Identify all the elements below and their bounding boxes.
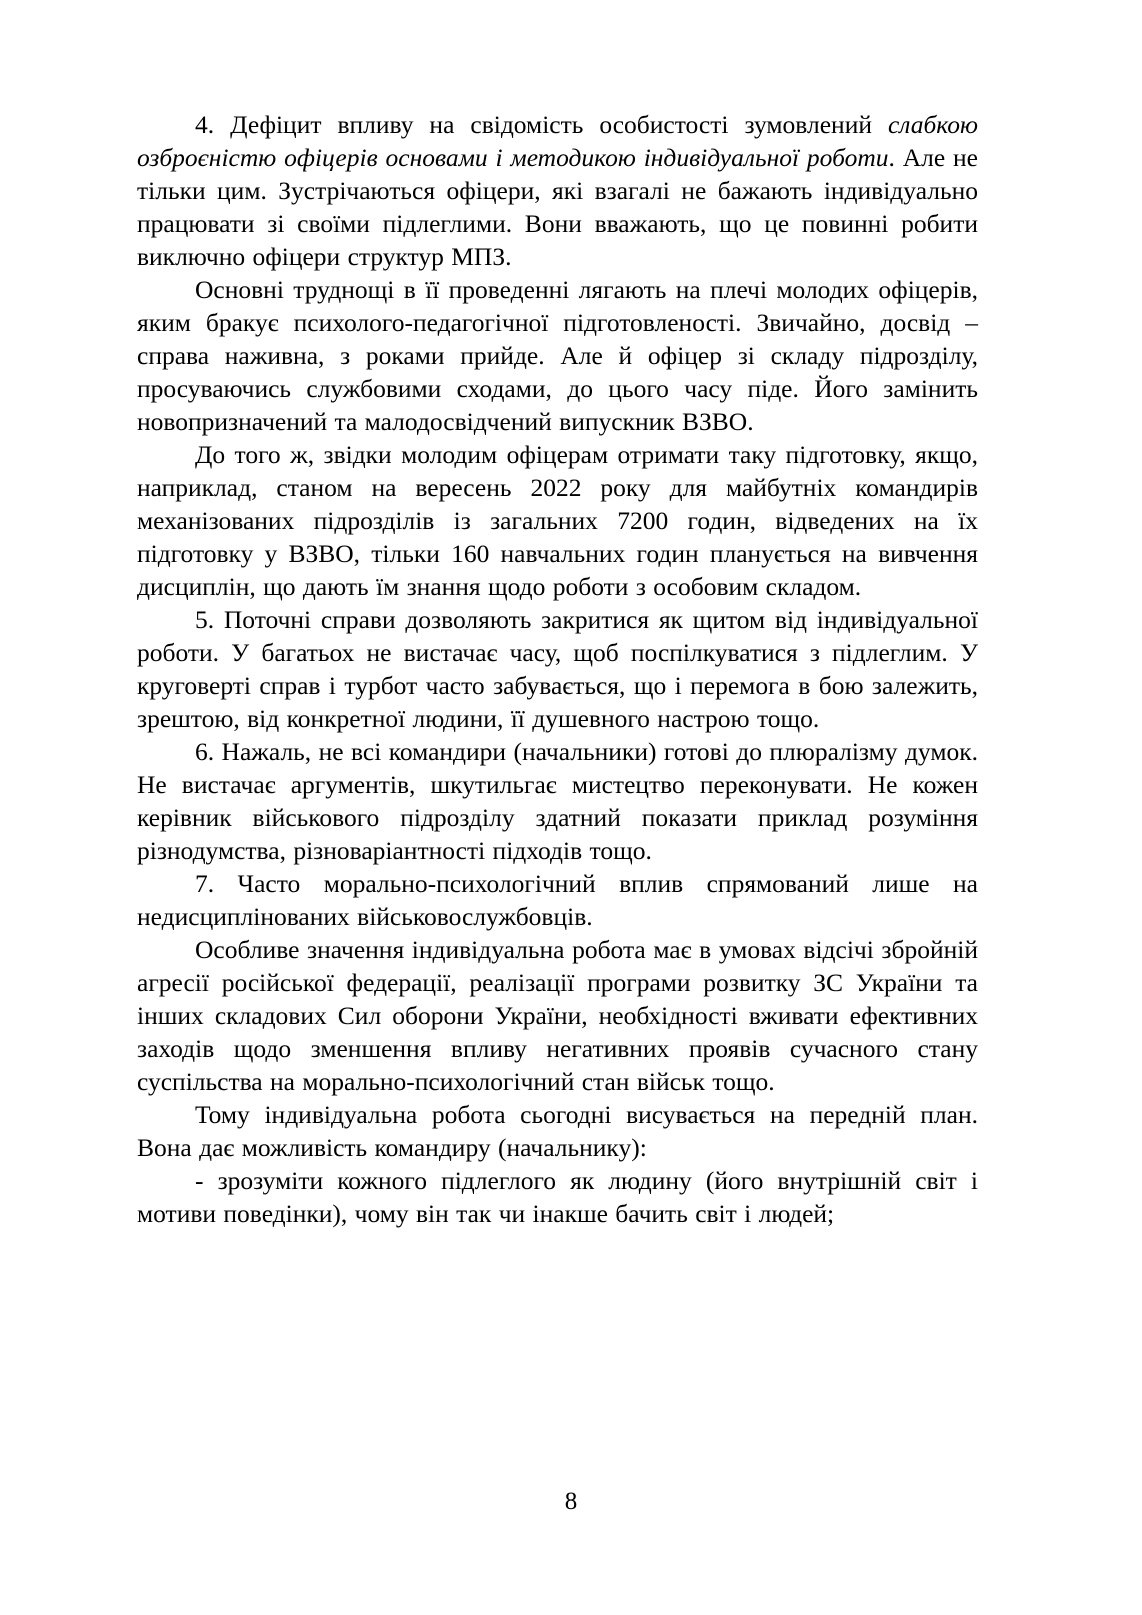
page-number: 8: [564, 1488, 578, 1515]
paragraph: [137, 108, 978, 273]
paragraph: [137, 867, 978, 933]
text-run: . Але не тільки цим. Зустрічаються офіцери, які взагалі не бажають індивідуально працювати зі своїми підлеглими. Вони вважають, що це повинні робити виключно офіцери структур МПЗ.: [137, 143, 978, 271]
text-run: - зрозуміти кожного підлеглого як людину (його внутрішній світ і мотиви поведінки), чому він так чи інакше бачить світ і людей;: [137, 1166, 978, 1228]
text-run: Основні труднощі в її проведенні лягають на плечі молодих офіцерів, яким бракує психолого-педагогічної підготовленості. Звичайно, досвід – справа наживна, з роками прийде. Але й офіцер зі складу підрозділу, просуваючись службовими сходами, до цього часу піде. Його замінить новопризначений та малодосвідчений випускник ВЗВО.: [137, 275, 978, 436]
paragraph: [137, 438, 978, 603]
paragraph: [137, 603, 978, 735]
page-body: [137, 108, 978, 1230]
text-run: Особливе значення індивідуальна робота має в умовах відсічі збройній агресії російської федерації, реалізації програми розвитку ЗС України та інших складових Сил оборони України, необхідності вживати ефективних заходів щодо зменшення впливу негативних проявів сучасного стану суспільства на морально-психологічний стан військ тощо.: [137, 935, 978, 1096]
text-run: Тому індивідуальна робота сьогодні висувається на передній план. Вона дає можливість командиру (начальнику):: [137, 1100, 978, 1162]
text-run: 6. Нажаль, не всі командири (начальники) готові до плюралізму думок. Не вистачає аргументів, шкутильгає мистецтво переконувати. Не кожен керівник військового підрозділу здатний показати приклад розуміння різнодумства, різноваріантності підходів тощо.: [137, 737, 978, 865]
text-run: До того ж, звідки молодим офіцерам отримати таку підготовку, якщо, наприклад, станом на вересень 2022 року для майбутніх командирів механізованих підрозділів із загальних 7200 годин, відведених на їх підготовку у ВЗВО, тільки 160 навчальних годин планується на вивчення дисциплін, що дають їм знання щодо роботи з особовим складом.: [137, 440, 978, 601]
paragraph: [137, 273, 978, 438]
paragraph: [137, 933, 978, 1098]
text-run: 5. Поточні справи дозволяють закритися як щитом від індивідуальної роботи. У багатьох не вистачає часу, щоб поспілкуватися з підлеглим. У круговерті справ і турбот часто забувається, що і перемога в бою залежить, зрештою, від конкретної людини, її душевного настрою тощо.: [137, 605, 978, 733]
paragraph: [137, 735, 978, 867]
text-run: 4. Дефіцит впливу на свідомість особистості зумовлений: [195, 110, 888, 139]
paragraph: [137, 1164, 978, 1230]
italic-text-run: слабкою озброєністю офіцерів основами і методикою індивідуальної роботи: [137, 110, 978, 172]
text-run: 7. Часто морально-психологічний вплив спрямований лише на недисциплінованих військовослужбовців.: [137, 869, 978, 931]
paragraph: [137, 1098, 978, 1164]
